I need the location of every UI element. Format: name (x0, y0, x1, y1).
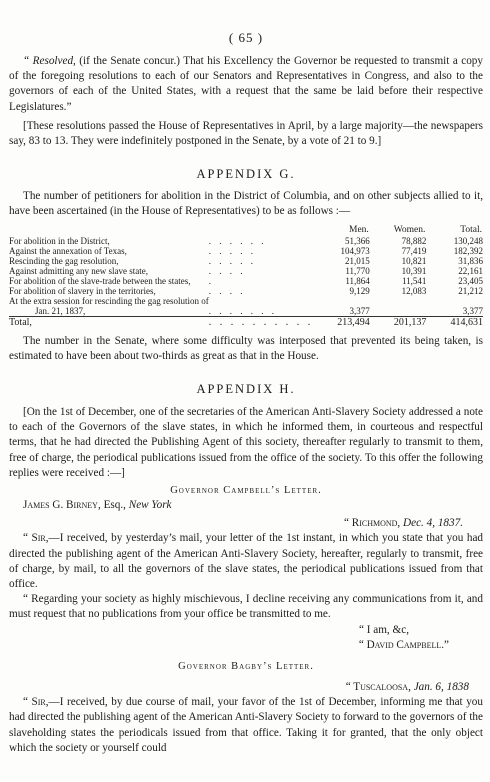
petition-row (9, 236, 483, 246)
bracket-note: [These resolutions passed the House of Representatives in April, by a large majority—the newspapers say, 83 to 13. They were indefinitely postponed in the Senate, by a vote of 21 to 9.] (9, 119, 483, 148)
petition-men (313, 296, 370, 306)
document-page (9, 0, 483, 756)
petition-men: 3,377 (349, 305, 370, 316)
petition-women: 12,083 (401, 285, 427, 296)
petition-label: For abolition of slavery in the territories, (9, 285, 156, 296)
petition-row (9, 266, 483, 276)
page-number: ( 65 ) (228, 30, 264, 45)
petition-dots: . . . . . (208, 255, 256, 266)
appendix-h-intro: [On the 1st of December, one of the secretaries of the American Anti-Slavery Society addressed a note to each of the Governors of the slave states, in which he informed them, in courteous and respectful terms, that he had directed the Publishing Agent of this society, thereafter regularly to transmit to them, free of charge, the periodical publications issued from the office of the society. To this offer the following replies were received :—] (9, 406, 483, 479)
petition-label: Rescinding the gag resolution, (9, 255, 119, 266)
bagby-dateline-date: Jan. 6, 1838 (410, 681, 469, 694)
petition-label: Against the annexation of Texas, (9, 245, 127, 256)
petition-total: 21,212 (458, 285, 483, 296)
petition-total: 3,377 (462, 305, 483, 316)
resolved-lead: “ Resolved, (23, 55, 76, 67)
addressee-rest: Esq., (100, 499, 129, 512)
bagby-dateline (9, 680, 483, 695)
resolved-text: (if the Senate concur.) That his Excellency the Governor be requested to transmit a copy of the foregoing resolutions to each of our Senators and Representatives in Congress, and also to the governors of each of the United States, with a request that the same be laid before their respective Legislatures.” (9, 55, 483, 113)
petition-men: 11,770 (345, 265, 370, 276)
bagby-dateline-place: “ Tuscaloosa, (345, 681, 411, 694)
petition-row (9, 256, 483, 266)
senate-note: The number in the Senate, where some difficulty was interposed that prevented its being taken, is estimated to have been about two-thirds as great as that in the House. (9, 334, 483, 362)
petition-total: 22,161 (458, 265, 483, 276)
campbell-dateline-date: Dec. 4, 1837. (400, 517, 463, 530)
bagby-paragraph-1 (9, 695, 483, 756)
total-men: 213,494 (313, 316, 370, 328)
petition-dots: . . . . (208, 265, 246, 276)
petition-women: 77,419 (401, 245, 427, 256)
petition-dots: . (208, 275, 214, 286)
petition-row (9, 306, 483, 317)
petition-row (9, 276, 483, 286)
campbell-letter-heading: Governor Campbell’s Letter. (170, 485, 322, 497)
petition-row (9, 296, 483, 306)
petition-total: 31,836 (458, 255, 483, 266)
campbell-paragraph-1 (9, 531, 483, 592)
petition-label: For abolition in the District, (9, 235, 110, 246)
petition-men: 51,366 (345, 235, 370, 246)
campbell-p1-text: —I received, by yesterday’s mail, your letter of the 1st instant, in which you state that you had directed the publishing agent of the American Anti-Slavery Society, hereafter, regularly to transmit, free of charge, by mail, to all the governors of the slave states, the periodical publications issued from that office. (9, 532, 484, 591)
campbell-salutation: “ Sir, (23, 532, 49, 545)
total-dots: . . . . . . . . . . (208, 316, 314, 328)
col-women-header: Women. (393, 224, 426, 235)
petitioners-table-body (9, 236, 483, 317)
appendix-h-heading: APPENDIX H. (196, 382, 296, 397)
petition-women: 11,541 (401, 275, 427, 286)
resolved-paragraph (9, 54, 483, 115)
petition-label: Against admitting any new slave state, (9, 265, 148, 276)
bagby-p1-text: —I received, by due course of mail, your favor of the 1st of December, informing me that you had directed the publishing agent of the American Anti-Slavery Society to forward to the governors of the slaveholding states the periodicals issued from that office. Taking it for granted, that the only object which the society or yourself could (9, 696, 483, 754)
petition-dots (209, 296, 314, 306)
campbell-dateline-place: “ Richmond, (343, 517, 401, 530)
petition-men: 104,973 (340, 245, 370, 256)
petition-dots: . . . . . . . (208, 305, 277, 316)
petition-label: Jan. 21, 1837, (35, 305, 86, 316)
petition-dots: . . . . . (208, 245, 256, 256)
petition-label: For abolition of the slave-trade between the states, (9, 275, 191, 286)
petition-women (370, 306, 427, 317)
bagby-salutation: “ Sir, (23, 696, 49, 709)
petition-total: 182,392 (453, 245, 483, 256)
petition-row (9, 246, 483, 256)
petition-women (370, 296, 427, 306)
total-label: Total, (9, 316, 209, 328)
petition-total: 130,248 (453, 235, 483, 246)
petition-women: 10,821 (401, 255, 427, 266)
campbell-paragraph-2: “ Regarding your society as highly mischievous, I decline receiving any communications from it, and must request that no publications from your office be transmitted to me. (9, 593, 483, 621)
campbell-signature: “ David Campbell.” (358, 638, 449, 651)
petition-men: 21,015 (345, 255, 370, 266)
petition-label: At the extra session for rescinding the gag resolution of (9, 295, 209, 306)
petitioners-table (9, 224, 483, 328)
petition-women: 10,391 (401, 265, 427, 276)
col-total-header: Total. (460, 224, 482, 235)
col-men-header: Men. (349, 224, 369, 235)
petition-men: 9,129 (349, 285, 370, 296)
addressee-name: James G. Birney, (23, 499, 101, 512)
total-women: 201,137 (370, 316, 427, 328)
petition-men: 11,864 (345, 275, 370, 286)
petition-total (426, 296, 483, 306)
petition-dots: . . . . . . (208, 235, 267, 246)
petition-dots: . . . . (208, 285, 246, 296)
petition-row (9, 286, 483, 296)
petition-women: 78,882 (401, 235, 427, 246)
campbell-addressee (9, 498, 483, 513)
bagby-letter-heading: Governor Bagby’s Letter. (178, 661, 314, 673)
campbell-closing: “ I am, &c, (358, 623, 409, 636)
petitioners-total-row (9, 316, 483, 328)
petition-total: 23,405 (458, 275, 483, 286)
appendix-g-intro: The number of petitioners for abolition in the District of Columbia, and on other subjects allied to it, have been ascertained (in the House of Representatives) to be as follows :— (9, 190, 483, 218)
campbell-dateline (9, 516, 483, 531)
appendix-g-heading: APPENDIX G. (196, 167, 296, 182)
total-total: 414,631 (426, 316, 483, 328)
addressee-place: New York (128, 499, 172, 512)
